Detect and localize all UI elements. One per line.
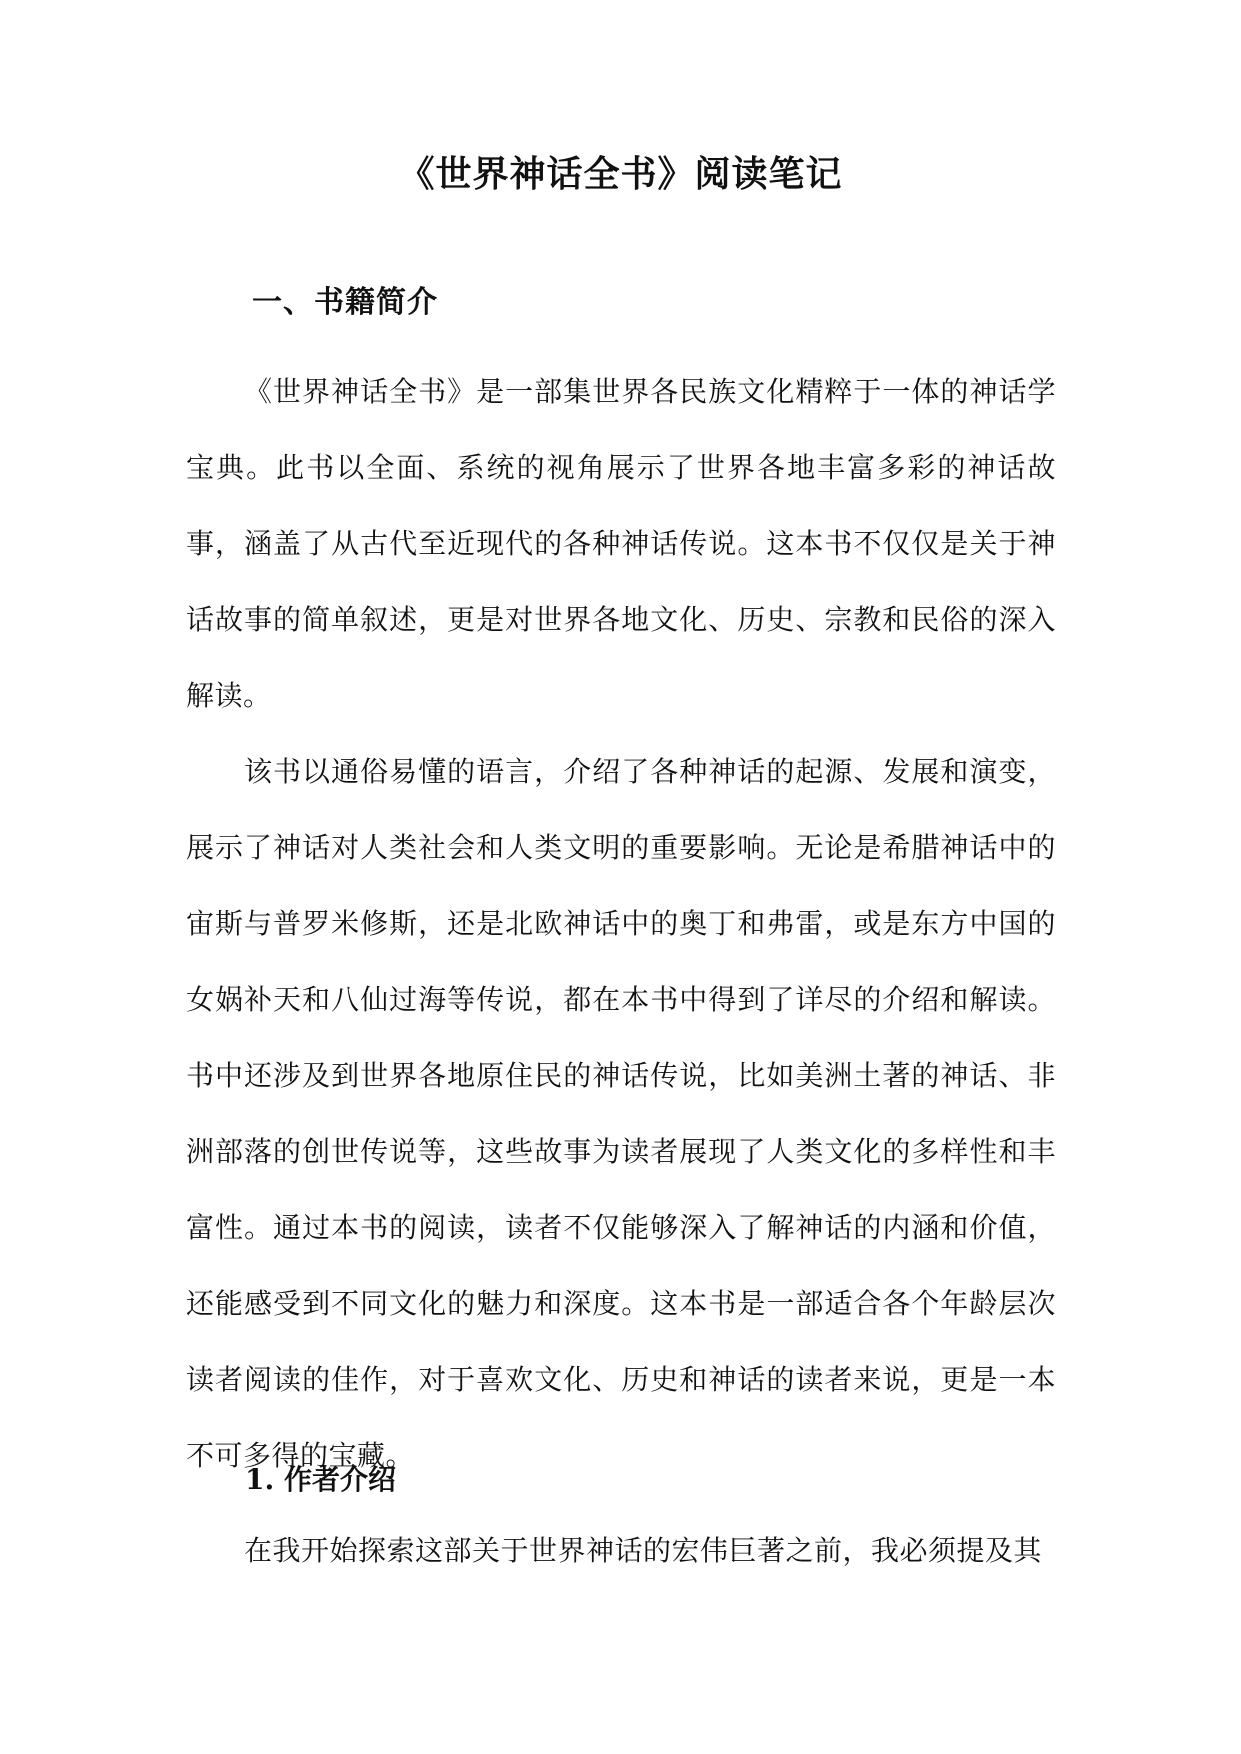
document-title: 《世界神话全书》阅读笔记: [398, 153, 843, 195]
subsection-body-author-intro: [186, 1513, 1056, 1589]
paragraph: 该书以通俗易懂的语言，介绍了各种神话的起源、发展和演变，展示了神话对人类社会和人类文明的重要影响。无论是希腊神话中的宙斯与普罗米修斯，还是北欧神话中的奥丁和弗雷，或是东方中国的女娲补天和八仙过海等传说，都在本书中得到了详尽的介绍和解读。书中还涉及到世界各地原住民的神话传说，比如美洲土著的神话、非洲部落的创世传说等，这些故事为读者展现了人类文化的多样性和丰富性。通过本书的阅读，读者不仅能够深入了解神话的内涵和价值，还能感受到不同文化的魅力和深度。这本书是一部适合各个年龄层次读者阅读的佳作，对于喜欢文化、历史和神话的读者来说，更是一本不可多得的宝藏。: [186, 755, 1056, 1472]
subsection-heading-author-intro: 1. 作者介绍: [245, 1463, 396, 1496]
paragraph: 《世界神话全书》是一部集世界各民族文化精粹于一体的神话学宝典。此书以全面、系统的视角展示了世界各地丰富多彩的神话故事，涵盖了从古代至近现代的各种神话传说。这本书不仅仅是关于神话故事的简单叙述，更是对世界各地文化、历史、宗教和民俗的深入解读。: [186, 375, 1056, 712]
section-heading-book-intro: 一、书籍简介: [252, 285, 438, 320]
section-body-book-intro: [186, 354, 1056, 1494]
paragraph: 在我开始探索这部关于世界神话的宏伟巨著之前，我必须提及其: [244, 1534, 1043, 1567]
